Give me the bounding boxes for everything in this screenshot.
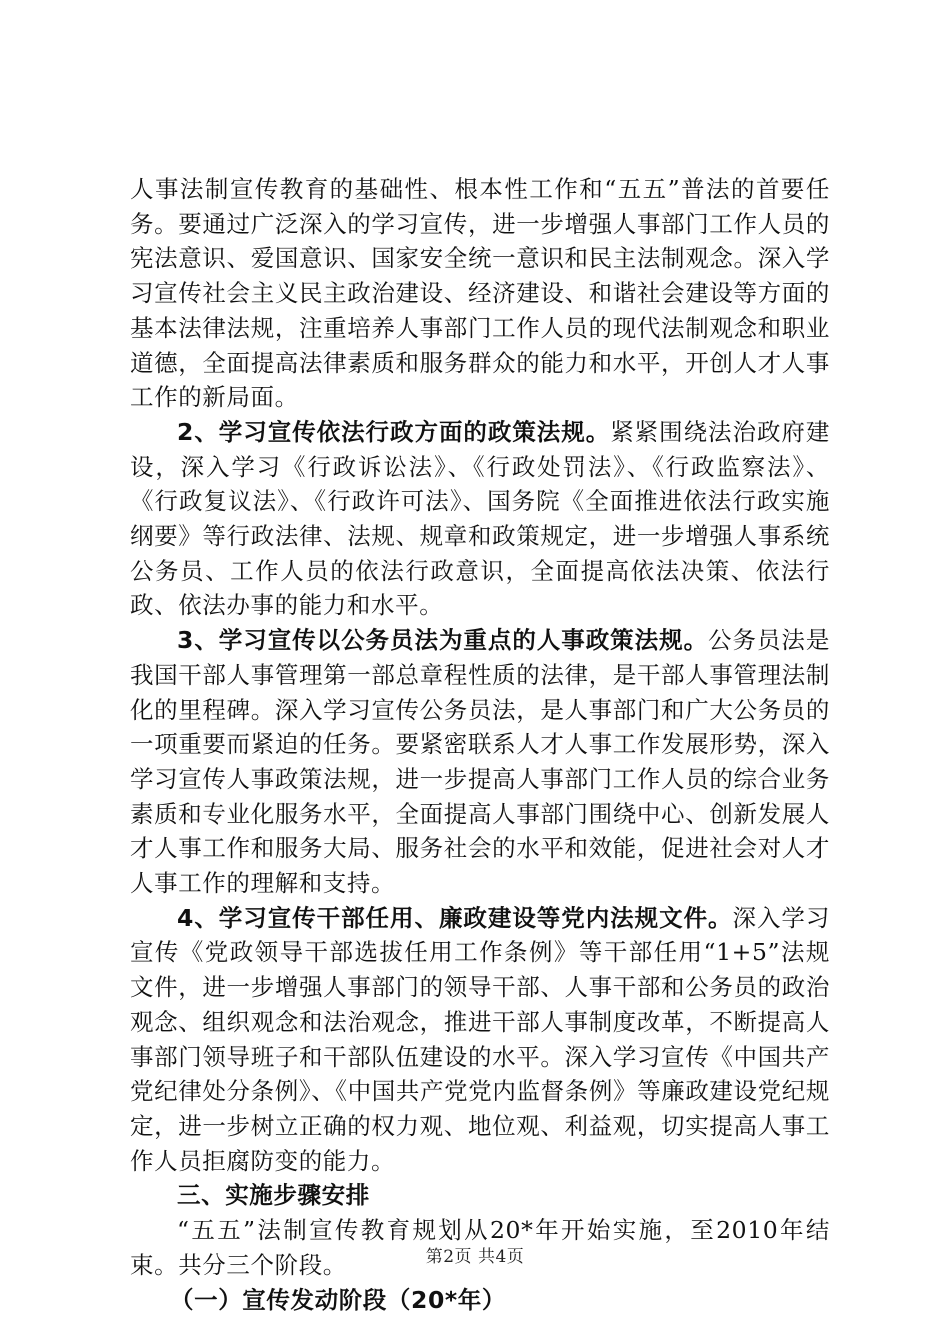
- page-footer: 第2页 共4页: [425, 1247, 525, 1267]
- paragraph-item-3: [130, 623, 830, 901]
- subheading: （一）宣传发动阶段（20*年）: [170, 1285, 506, 1314]
- paragraph-text: 公务员法是我国干部人事管理第一部总章程性质的法律，是干部人事管理法制化的里程碑。深入学习宣传公务员法，是人事部门和广大公务员的一项重要而紧迫的任务。要紧密联系人才人事工作发展形势，深入学习宣传人事政策法规，进一步提高人事部门工作人员的综合业务素质和专业化服务水平，全面提高人事部门围绕中心、创新发展人才人事工作和服务大局、服务社会的水平和效能，促进社会对人才人事工作的理解和支持。: [130, 626, 830, 898]
- paragraph-intro: [130, 172, 830, 415]
- section-heading: 三、实施步骤安排: [177, 1181, 370, 1210]
- paragraph-lead: 4、学习宣传干部任用、廉政建设等党内法规文件。: [177, 903, 733, 932]
- paragraph-lead: 2、学习宣传依法行政方面的政策法规。: [177, 417, 611, 446]
- section-text: “五五”法制宣传教育规划从20*年开始实施，至2010年结束。共分三个阶段。: [130, 1216, 830, 1279]
- document-body: [130, 172, 830, 1317]
- paragraph-lead: 3、学习宣传以公务员法为重点的人事政策法规。: [177, 626, 709, 655]
- paragraph-item-2: [130, 415, 830, 623]
- paragraph-text: 人事法制宣传教育的基础性、根本性工作和“五五”普法的首要任务。要通过广泛深入的学习宣传，进一步增强人事部门工作人员的宪法意识、爱国意识、国家安全统一意识和民主法制观念。深入学习宣传社会主义民主政治建设、经济建设、和谐社会建设等方面的基本法律法规，注重培养人事部门工作人员的现代法制观念和职业道德，全面提高法律素质和服务群众的能力和水平，开创人才人事工作的新局面。: [130, 175, 830, 412]
- paragraph-text: 深入学习宣传《党政领导干部选拔任用工作条例》等干部任用“1+5”法规文件，进一步增强人事部门的领导干部、人事干部和公务员的政治观念、组织观念和法治观念，推进干部人事制度改革，不断提高人事部门领导班子和干部队伍建设的水平。深入学习宣传《中国共产党纪律处分条例》、《中国共产党党内监督条例》等廉政建设党纪规定，进一步树立正确的权力观、地位观、利益观，切实提高人事工作人员拒腐防变的能力。: [130, 903, 830, 1175]
- paragraph-text: 紧紧围绕法治政府建设，深入学习《行政诉讼法》、《行政处罚法》、《行政监察法》、《行政复议法》、《行政许可法》、国务院《全面推进依法行政实施纲要》等行政法律、法规、规章和政策规定，进一步增强人事系统公务员、工作人员的依法行政意识，全面提高依法决策、依法行政、依法办事的能力和水平。: [130, 417, 830, 620]
- paragraph-item-4: [130, 901, 830, 1179]
